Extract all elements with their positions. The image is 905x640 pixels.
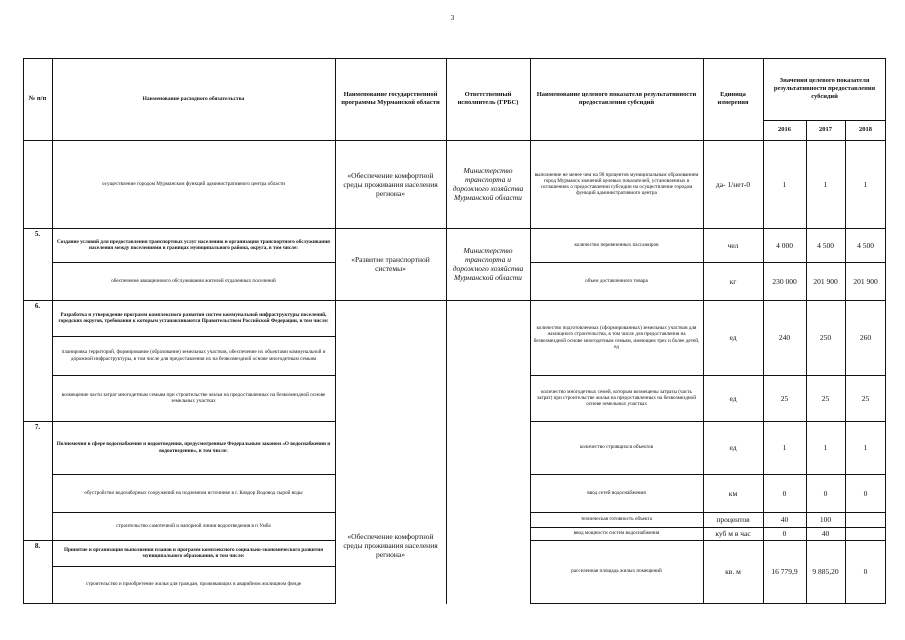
row7-obligation: Полномочия в сфере водоснабжения и водоотведения, предусмотренные Федеральным законом «О водоснабжении и водоотведении», в том числе: <box>56 441 331 454</box>
row7b-indicator-1: техническая готовность объекта <box>580 516 653 523</box>
row7a-value-2017: 0 <box>823 488 828 498</box>
row6a-indicator: количество подготовленных (сформированных) земельных участков для жилищного строительства, в том числе для предоставления на безвозмездной основе многодетным семьям, имеющим трех и более детей, ед <box>533 325 700 350</box>
row6b-obligation: возмещение части затрат многодетным семьям при строительстве жилья на предоставленных на безвозмездной основе земельных участках <box>61 391 326 404</box>
page-number: 3 <box>450 14 455 22</box>
row-divider <box>530 603 886 604</box>
row6a-value-2018: 260 <box>859 333 872 342</box>
row5a-obligation: обеспечение авиационного обслуживания жителей отдаленных поселений <box>111 277 276 284</box>
row5-num: 5. <box>34 229 41 238</box>
row7b-unit-2: куб м в час <box>715 529 751 538</box>
row7b-unit-1: процентов <box>716 515 750 524</box>
row6-obligation: Разработка и утверждение программ комплексного развития систем коммунальной инфраструктуры поселений, городских округов, требования к которым устанавливаются Правительством Российской Федерации, в том числе: <box>58 311 329 324</box>
header-year-2018: 2018 <box>859 126 872 134</box>
header-unit: Единица измерения <box>717 91 749 106</box>
row6b-indicator: количество многодетных семей, которым возмещены затраты (часть затрат) при строительстве жилья на предоставленных на безвозмездной основе земельных участках <box>537 388 696 408</box>
row7a-unit: км <box>728 488 738 498</box>
row0-value-2017: 1 <box>823 179 828 189</box>
header-obligation: Наименование расходного обязательства <box>142 95 245 102</box>
row7b-value-2016-2: 0 <box>782 529 787 538</box>
row0-executor: Министерство транспорта и дорожного хозяйства Мурманской области <box>452 166 524 202</box>
row5a-indicator: объем доставленного товара <box>585 277 648 284</box>
row5a-unit: кг <box>729 276 737 286</box>
row5-indicator: количество перевезенных пассажиров <box>574 241 659 248</box>
header-program: Наименование государственной программы Мурманской области <box>341 91 440 106</box>
header-values: Значения целевого показателя результативности предоставления субсидий <box>773 77 876 100</box>
header-num: № п/п <box>28 95 47 103</box>
row8-num: 8. <box>34 541 41 550</box>
row5a-value-2017: 201 900 <box>813 276 838 286</box>
row7a-indicator: ввод сетей водоснабжения <box>587 489 646 496</box>
row7a-obligation: обустройство водозаборных сооружений на подземном источнике в г. Ковдор Водовод сырой воды <box>84 489 303 496</box>
row6a-value-2016: 240 <box>778 333 791 342</box>
row6b-value-2017: 25 <box>821 393 830 403</box>
row6b-value-2016: 25 <box>780 393 789 403</box>
row6b-unit: ед <box>729 393 737 403</box>
row7-indicator: количество строящихся объектов <box>579 444 654 451</box>
row7-num: 7. <box>34 422 41 431</box>
header-year-2016: 2016 <box>778 126 791 134</box>
row6b-value-2018: 25 <box>861 393 870 403</box>
row6-num: 6. <box>34 301 41 310</box>
row7-value-2018: 1 <box>863 443 868 452</box>
row7b-obligation: строительство самотечной и напорной линии водоотведения в п Умба <box>116 522 271 529</box>
row8a-value-2018: 0 <box>863 567 868 576</box>
row8a-value-2017: 9 885,20 <box>812 567 839 576</box>
row8a-value-2016: 16 779,9 <box>771 567 798 576</box>
row8a-obligation: строительство и приобретение жилья для граждан, проживающих в аварийном жилищном фонде <box>85 581 302 588</box>
row7b-value-2017-1: 100 <box>819 515 832 524</box>
row7a-value-2016: 0 <box>782 488 787 498</box>
row8a-unit: кв. м <box>725 567 741 576</box>
row6a-obligation: планировка территорий, формирование (образование) земельных участков, обеспечение их объектами коммунальной и дорожной инфраструктуры, в том числе для предоставления их на безвозмездной основе многодетным семьям <box>61 349 326 362</box>
row7b-indicator-2: ввод мощности систем водоснабжения <box>573 530 660 537</box>
row7-unit: ед <box>729 443 737 452</box>
row5-value-2018: 4 500 <box>857 240 874 250</box>
row7b-value-2017-2: 40 <box>821 529 830 538</box>
header-executor: Ответственный исполнитель (ГРБС) <box>457 91 519 106</box>
row0-value-2018: 1 <box>863 179 868 189</box>
row5a-value-2016: 230 000 <box>772 276 797 286</box>
row5-executor: Министерство транспорта и дорожного хозяйства Мурманской области <box>452 246 524 282</box>
row8a-indicator: расселенная площадь жилых помещений <box>571 568 662 575</box>
row7b-value-2016-1: 40 <box>780 515 789 524</box>
row0-indicator: выполнение не менее чем на 90 процентов муниципальным образованием город Мурманск значений целевых показателей, установленных в соглашениях о предоставлении субсидии на осуществление городом функций административного центра <box>534 171 699 197</box>
row5-program: «Развитие транспортной системы» <box>351 255 430 273</box>
row5-obligation: Создание условий для предоставления транспортных услуг населению и организация транспортного обслуживания населения между поселениями в границах муниципального района, округа, в том числе: <box>56 238 330 251</box>
row6a-value-2017: 250 <box>819 333 832 342</box>
row0-unit: да- 1/нет-0 <box>715 179 751 189</box>
row0-program: «Обеспечение комфортной среды проживания населения региона» <box>343 170 438 198</box>
rows6-8-program: «Обеспечение комфортной среды проживания населения региона» <box>343 531 438 559</box>
row5-unit: чел <box>727 240 739 250</box>
header-indicator: Наименование целевого показателя результативности предоставления субсидий <box>536 91 697 106</box>
row7-value-2017: 1 <box>823 443 828 452</box>
row7a-value-2018: 0 <box>863 488 868 498</box>
row8-obligation: Принятие и организация выполнения планов и программ комплексного социально-экономического развития муниципального образования, в том числе: <box>63 546 324 559</box>
row-divider <box>23 603 335 604</box>
header-year-2017: 2017 <box>819 126 832 134</box>
row7-value-2016: 1 <box>782 443 787 452</box>
row0-obligation: осуществление городом Мурманском функций административного центра области <box>101 180 286 187</box>
row0-value-2016: 1 <box>782 179 787 189</box>
row5a-value-2018: 201 900 <box>853 276 878 286</box>
row5-value-2016: 4 000 <box>776 240 793 250</box>
row6a-unit: ед <box>729 333 737 342</box>
row5-value-2017: 4 500 <box>817 240 834 250</box>
